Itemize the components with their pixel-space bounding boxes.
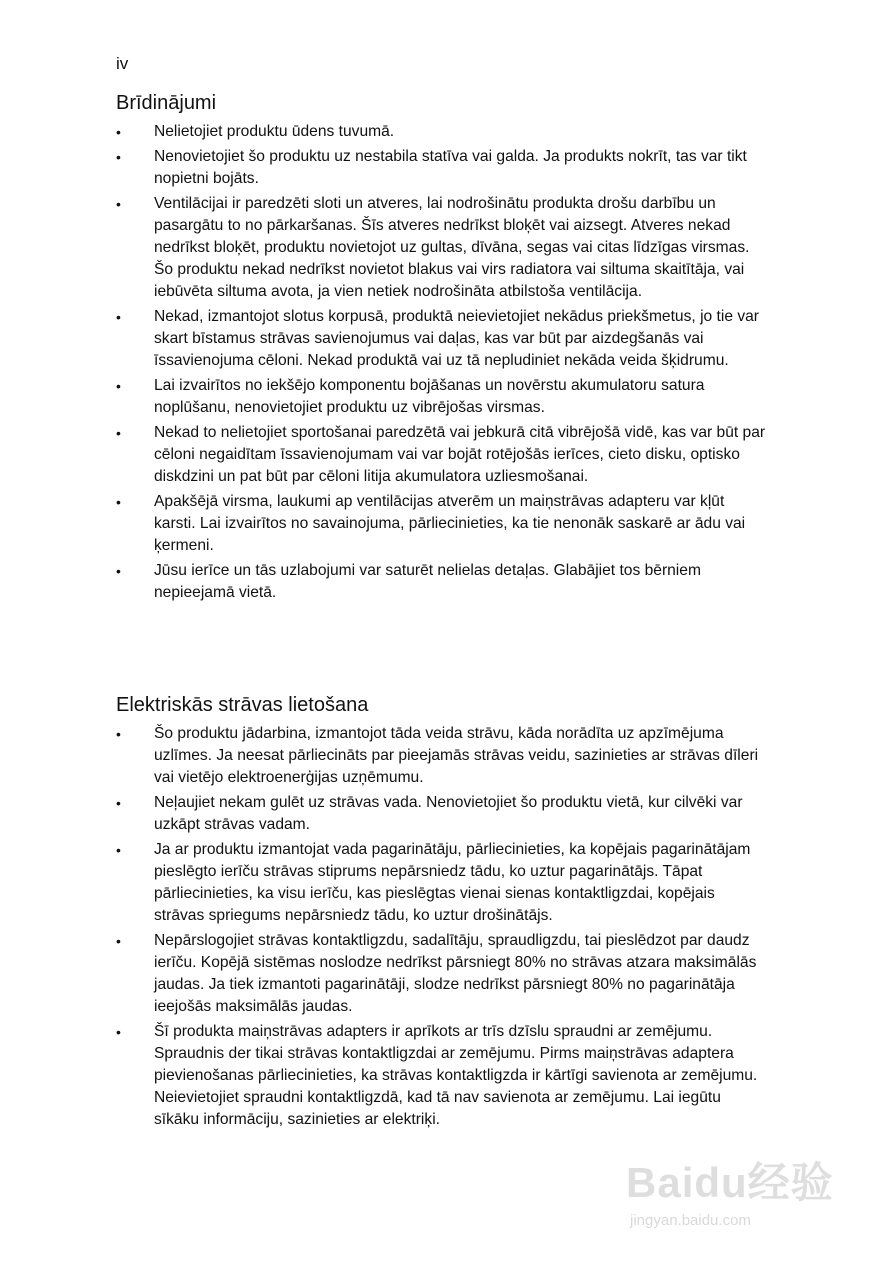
list-item bbox=[116, 792, 766, 836]
list-item bbox=[116, 839, 766, 927]
list-item-text: Ja ar produktu izmantojat vada pagarinātāju, pārliecinieties, ka kopējais pagarinātājam pieslēgto ierīču strāvas stiprums nepārsniedz tādu, ko uztur pagarinātājs. Tāpat pārliecinieties, ka visu ierīču, kas pieslēgtas vienai sienas kontaktligzdai, kopējais strāvas spriegums nepārsniedz tādu, ko uztur drošinātājs. bbox=[154, 841, 751, 924]
section-heading-warnings: Brīdinājumi bbox=[116, 92, 217, 114]
bullet-icon: • bbox=[116, 795, 121, 811]
bullet-icon: • bbox=[116, 196, 121, 212]
list-item-text: Nekad, izmantojot slotus korpusā, produktā neievietojiet nekādus priekšmetus, jo tie var skart bīstamus strāvas savienojumus vai daļas, kas var būt par aizdegšanās vai īssavienojuma cēloni. Nekad produktā vai uz tā nepludiniet nekāda veida šķidrumu. bbox=[154, 308, 760, 369]
list-item bbox=[116, 1021, 766, 1131]
bullet-icon: • bbox=[116, 124, 121, 140]
list-item bbox=[116, 930, 766, 1018]
list-item bbox=[116, 306, 766, 372]
warnings-list bbox=[116, 121, 766, 604]
baidu-watermark bbox=[626, 1150, 836, 1260]
list-item bbox=[116, 560, 766, 604]
bullet-icon: • bbox=[116, 378, 121, 394]
list-item-text: Apakšējā virsma, laukumi ap ventilācijas atverēm un maiņstrāvas adapteru var kļūt karsti. Lai izvairītos no savainojuma, pārliecinieties, ka tie nenonāk saskarē ar ādu vai ķermeni. bbox=[154, 493, 746, 554]
list-item bbox=[116, 121, 766, 143]
list-item-text: Jūsu ierīce un tās uzlabojumi var saturēt nelielas detaļas. Glabājiet tos bērniem nepieejamā vietā. bbox=[154, 562, 701, 601]
bullet-icon: • bbox=[116, 1024, 121, 1040]
section-electric-power bbox=[116, 694, 766, 1134]
bullet-icon: • bbox=[116, 726, 121, 742]
bullet-icon: • bbox=[116, 494, 121, 510]
list-item-text: Šo produktu jādarbina, izmantojot tāda veida strāvu, kāda norādīta uz apzīmējuma uzlīmes. Ja neesat pārliecināts par pieejamās strāvas veidu, sazinieties ar strāvas dīleri vai vietējo elektroenerģijas uzņēmumu. bbox=[154, 725, 759, 786]
section-warnings bbox=[116, 92, 766, 607]
watermark-logo: Baidu经验 bbox=[626, 1159, 834, 1206]
bullet-icon: • bbox=[116, 425, 121, 441]
list-item-text: Ventilācijai ir paredzēti sloti un atveres, lai nodrošinātu produkta drošu darbību un pasargātu to no pārkaršanas. Šīs atveres nedrīkst bloķēt vai aizsegt. Atveres nekad nedrīkst bloķēt, produktu novietojot uz gultas, dīvāna, segas vai citas līdzīgas virsmas. Šo produktu nekad nedrīkst novietot blakus vai virs radiatora vai siltuma skaitītāja, vai iebūvēta siltuma avota, ja vien netiek nodrošināta atbilstoša ventilācija. bbox=[154, 195, 750, 300]
section-heading-electric-power: Elektriskās strāvas lietošana bbox=[116, 694, 369, 716]
list-item bbox=[116, 723, 766, 789]
bullet-icon: • bbox=[116, 563, 121, 579]
list-item-text: Šī produkta maiņstrāvas adapters ir aprīkots ar trīs dzīslu spraudni ar zemējumu. Spraudnis der tikai strāvas kontaktligzdai ar zemējumu. Pirms maiņstrāvas adaptera pievienošanas pārliecinieties, ka strāvas kontaktligzda ir kārtīgi savienota ar zemējumu. Neievietojiet spraudni kontaktligzdā, kad tā nav savienota ar zemējumu. Lai iegūtu sīkāku informāciju, sazinieties ar elektriķi. bbox=[154, 1023, 758, 1128]
list-item bbox=[116, 146, 766, 190]
list-item-text: Nepārslogojiet strāvas kontaktligzdu, sadalītāju, spraudligzdu, tai pieslēdzot par daudz ierīču. Kopējā sistēmas noslodze nedrīkst pārsniegt 80% no strāvas atzara maksimālās jaudas. Ja tiek izmantoti pagarinātāji, slodze nedrīkst pārsniegt 80% no pagarinātāja ieejošās maksimālās jaudas. bbox=[154, 932, 757, 1015]
list-item-text: Lai izvairītos no iekšējo komponentu bojāšanas un novērstu akumulatoru satura noplūšanu, nenovietojiet produktu uz vibrējošas virsmas. bbox=[154, 377, 705, 416]
bullet-icon: • bbox=[116, 149, 121, 165]
watermark-url: jingyan.baidu.com bbox=[630, 1212, 751, 1229]
page-number: iv bbox=[116, 54, 129, 73]
bullet-icon: • bbox=[116, 842, 121, 858]
list-item bbox=[116, 375, 766, 419]
list-item-text: Nelietojiet produktu ūdens tuvumā. bbox=[154, 123, 395, 140]
list-item bbox=[116, 193, 766, 303]
bullet-icon: • bbox=[116, 933, 121, 949]
list-item bbox=[116, 491, 766, 557]
list-item-text: Nekad to nelietojiet sportošanai paredzētā vai jebkurā citā vibrējošā vidē, kas var būt par cēloni negaidītam īssavienojumam vai var bojāt rotējošās ierīces, cieto disku, optisko diskdzini un pat būt par cēloni litija akumulatora uzliesmošanai. bbox=[154, 424, 766, 485]
power-list bbox=[116, 723, 766, 1131]
list-item-text: Neļaujiet nekam gulēt uz strāvas vada. Nenovietojiet šo produktu vietā, kur cilvēki var uzkāpt strāvas vadam. bbox=[154, 794, 743, 833]
list-item-text: Nenovietojiet šo produktu uz nestabila statīva vai galda. Ja produkts nokrīt, tas var tikt nopietni bojāts. bbox=[154, 148, 747, 187]
list-item bbox=[116, 422, 766, 488]
bullet-icon: • bbox=[116, 309, 121, 325]
